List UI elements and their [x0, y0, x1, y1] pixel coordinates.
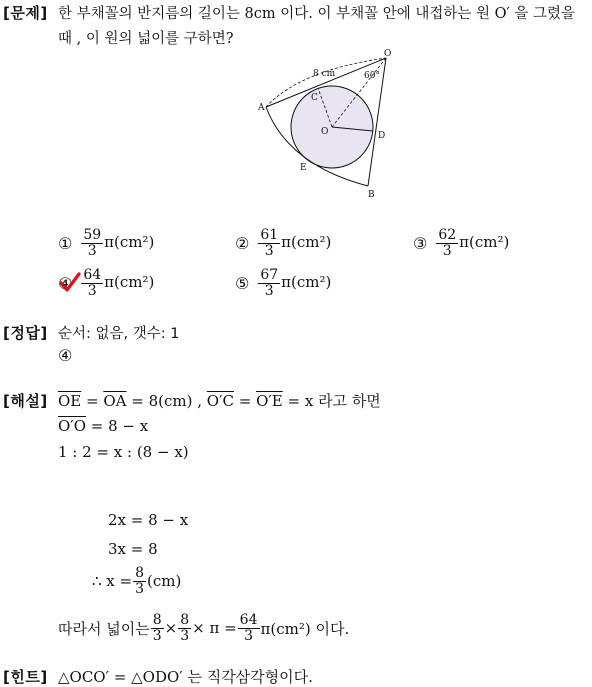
choice-1[interactable]	[58, 228, 154, 258]
answer-line-2: ④	[58, 346, 73, 365]
x-den: 3	[135, 580, 145, 597]
x-unit: (cm)	[147, 572, 182, 591]
f1-num: 8	[152, 612, 162, 628]
choice-2-num: 61	[260, 227, 279, 243]
choice-5-mark: ⑤	[235, 273, 250, 293]
choice-5[interactable]	[235, 268, 331, 298]
therefore-x: ∴ x =	[92, 572, 133, 591]
explanation-line-1	[58, 390, 381, 411]
explanation-line-6	[92, 566, 181, 596]
choice-1-mark: ①	[58, 233, 73, 253]
choice-4-num: 64	[83, 267, 102, 283]
hint-tag: [힌트]	[3, 668, 48, 686]
choice-4-mark: ④	[58, 273, 73, 293]
times-2: × π =	[192, 619, 237, 638]
checkmark-icon	[58, 270, 82, 294]
choice-1-rest: π(cm²)	[104, 233, 155, 252]
explanation-tag: [해설]	[3, 392, 48, 410]
seg-oe: $\overline{OE}$	[58, 392, 82, 410]
choice-4-den: 3	[87, 282, 97, 299]
choice-2-rest: π(cm²)	[281, 233, 332, 252]
choice-2[interactable]	[235, 228, 331, 258]
choice-2-den: 3	[264, 242, 274, 259]
choice-1-den: 3	[87, 242, 97, 259]
answer-line-1: 순서: 없음, 갯수: 1	[58, 326, 180, 342]
problem-line-2: 때 , 이 원의 넓이를 구하면?	[58, 31, 234, 47]
eq-3-val: = 8 − x	[86, 417, 149, 435]
answer-tag: [정답]	[3, 324, 48, 342]
explanation-line-7	[58, 613, 349, 643]
explanation-line-2	[58, 417, 148, 435]
explanation-line-3: 1 : 2 = x : (8 − x)	[58, 443, 189, 461]
hint-text: △OCO′ = △ODO′ 는 직각삼각형이다.	[58, 668, 313, 686]
choice-3-mark: ③	[413, 233, 428, 253]
label-angle: 60°	[364, 71, 380, 81]
choice-3-den: 3	[442, 242, 452, 259]
seg-oprime-e: O′E	[256, 392, 283, 410]
seg-oprime-o: O′O	[58, 417, 87, 435]
seg-oa: $\overline{OA}$	[103, 392, 127, 410]
area-result: π(cm²) 이다.	[260, 619, 350, 638]
eq-2-val: = x 라고 하면	[282, 392, 381, 410]
explanation-line-5: 3x = 8	[108, 540, 158, 558]
choice-5-rest: π(cm²)	[281, 273, 332, 292]
choice-5-den: 3	[264, 282, 274, 299]
f2-den: 3	[180, 627, 190, 644]
eq-1: =	[81, 392, 104, 410]
f2-num: 8	[180, 612, 190, 628]
x-num: 8	[135, 565, 145, 581]
label-o: O	[384, 49, 392, 59]
f1-den: 3	[152, 627, 162, 644]
area-intro: 따라서 넓이는	[58, 619, 150, 638]
choice-2-mark: ②	[235, 233, 250, 253]
f3-num: 64	[239, 612, 258, 628]
label-d: D	[378, 131, 386, 141]
eq-2: =	[233, 392, 257, 410]
choice-3[interactable]	[413, 228, 509, 258]
choice-3-num: 62	[438, 227, 457, 243]
label-b: B	[368, 190, 375, 200]
choice-4-rest: π(cm²)	[104, 273, 155, 292]
seg-oprime-c: O′C	[206, 392, 234, 410]
label-c: C	[311, 93, 318, 103]
problem-tag: [문제]	[3, 4, 48, 22]
choice-3-rest: π(cm²)	[459, 233, 510, 252]
explanation-line-4: 2x = 8 − x	[108, 511, 189, 529]
label-a: A	[258, 103, 265, 113]
choice-1-num: 59	[83, 227, 102, 243]
choice-5-num: 67	[260, 267, 279, 283]
problem-line-1: 한 부채꼴의 반지름의 길이는 8cm 이다. 이 부채꼴 안에 내접하는 원 O′ 을 그렸을	[58, 6, 576, 22]
label-length: 8 cm	[313, 69, 336, 79]
f3-den: 3	[244, 627, 254, 644]
times-1: ×	[164, 619, 178, 638]
eq-1-val: = 8(cm) ,	[126, 392, 207, 410]
label-oprime: O	[321, 127, 329, 137]
label-e: E	[300, 163, 307, 173]
